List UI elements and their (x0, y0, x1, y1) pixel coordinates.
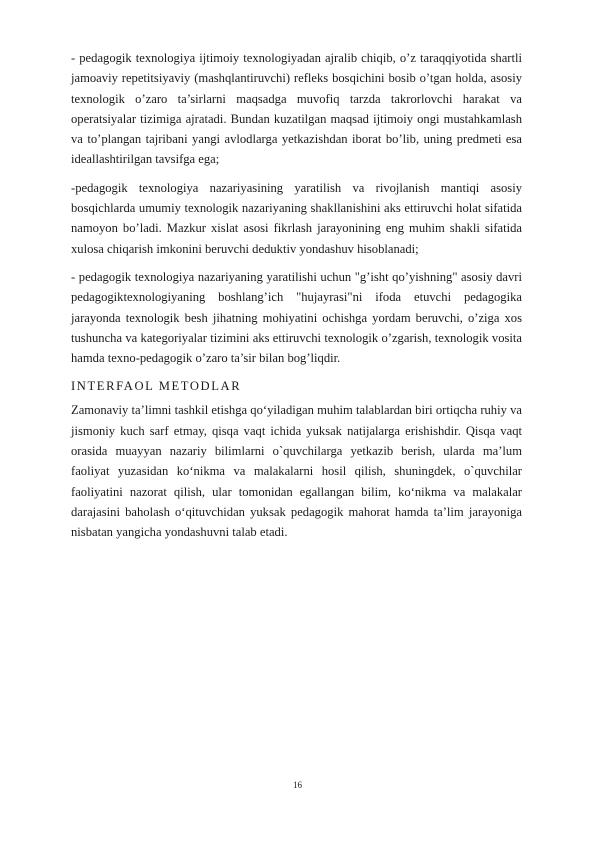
paragraph-3: - pedagogik texnologiya nazariyaning yaratilishi uchun "g’isht qo’yishning" asosiy davri pedagogiktexnologiyaning boshlang’ich "hujayrasi"ni ifoda etuvchi pedagogika jarayonda texnologik besh jihatning mohiyatini ochishga yordam beruvchi, o’ziga xos tushuncha va kategoriyalar tizimini aks ettiruvchi texnologik o’zgarish, texnologik vosita hamda texno-pedagogik o’zaro ta’sir bilan bog’liqdir. (71, 269, 522, 366)
document-page (71, 48, 522, 551)
section-heading: INTERFAOL METODLAR (71, 379, 242, 394)
paragraph-1: - pedagogik texnologiya ijtimoiy texnologiyadan ajralib chiqib, o’z taraqqiyotida shartli jamoaviy repetitsiyaviy (mashqlantiruvchi) refleks bosqichini bosib o’tgan holda, asosiy texnologik o’zaro ta’sirlarni maqsadga muvofiq tarzda takrorlovchi harakat va operatsiyalar tizimiga ajratadi. Bundan kuzatilgan maqsad ijtimoiy ongi mustahkamlash va to’plangan tajribani yangi avlodlarga yetkazishdan iborat bo’lib, uning predmeti esa ideallashtirilgan tavsifga ega; (71, 51, 522, 167)
paragraph-2: -pedagogik texnologiya nazariyasining yaratilish va rivojlanish mantiqi asosiy bosqichlarda umumiy texnologik nazariyaning shakllanishini aks ettiruvchi holat sifatida namoyon bo’ladi. Mazkur xislat asosi fikrlash jarayonining eng muhim shakli sifatida xulosa chiqarish imkonini beruvchi deduktiv yondashuv hisoblanadi; (71, 180, 522, 256)
page-number: 16 (293, 780, 302, 790)
paragraph-4: Zamonaviy ta’limni tashkil etishga qo‘yiladigan muhim talablardan biri ortiqcha ruhiy va jismoniy kuch sarf etmay, qisqa vaqt ichida yuksak natijalarga erishishdir. Qisqa vaqt orasida muayyan nazariy bilimlarni o`quvchilarga yetkazib berish, ularda ma’lum faoliyat yuzasidan ko‘nikma va malakalarni hosil qilish, shuningdek, o`quvchilar faoliyatini nazorat qilish, ular tomonidan egallangan bilim, ko‘nikma va malakalar darajasini baholash o‘qituvchidan yuksak pedagogik mahorat hamda ta’lim jarayoniga nisbatan yangicha yondashuvni talab etadi. (71, 403, 522, 540)
